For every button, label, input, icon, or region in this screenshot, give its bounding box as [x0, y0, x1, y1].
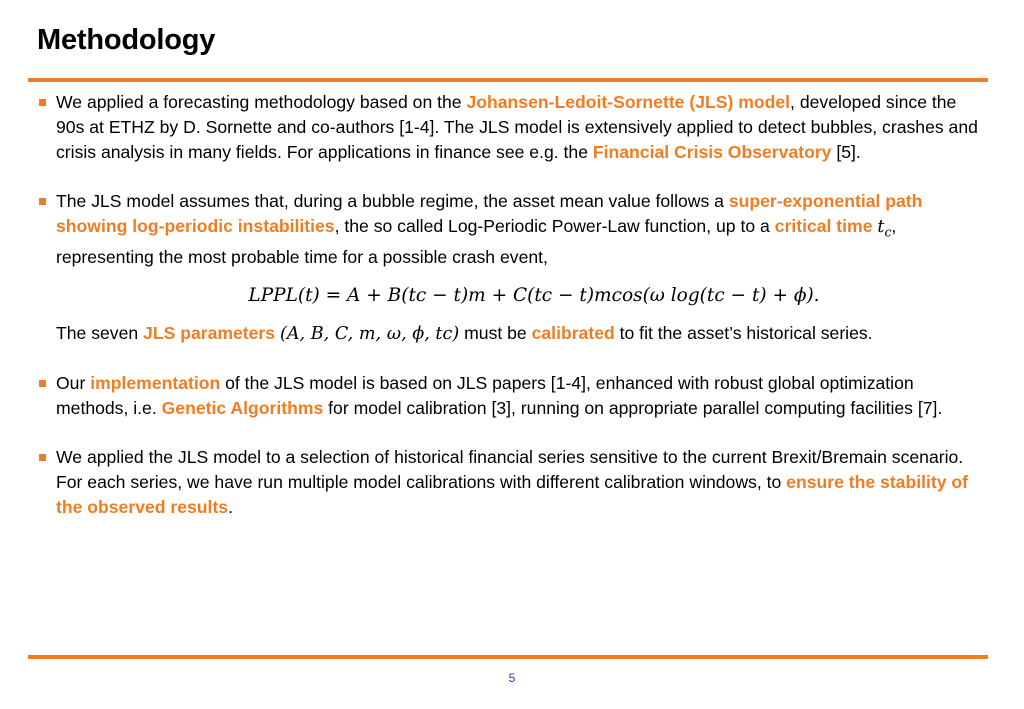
- highlight-critical-time: critical time: [774, 216, 873, 236]
- bullet-square-icon: [39, 454, 46, 461]
- parameters-paragraph: [39, 321, 989, 347]
- bullet-implementation: [39, 371, 989, 421]
- highlight-calibrated: calibrated: [531, 322, 615, 343]
- bullet-text: , representing the most probable time for a possible crash event,: [56, 216, 897, 267]
- highlight-stability: ensure the stability of the observed results: [56, 471, 969, 517]
- bullet-text: Our: [56, 372, 91, 393]
- slide-body: [39, 90, 989, 520]
- bullet-text: The seven: [56, 322, 144, 343]
- bullet-text: [5].: [831, 142, 861, 162]
- highlight-jls-model: Johansen-Ledoit-Sornette (JLS) model: [466, 92, 791, 112]
- bullet-text: must be: [459, 322, 532, 343]
- slide-title: Methodology: [37, 24, 216, 56]
- highlight-super-exponential-path: super-exponential path showing log-periodic instabilities: [56, 191, 923, 236]
- bullet-text: of the JLS model is based on JLS papers [1-4], enhanced with robust global optimization methods, i.e.: [56, 372, 914, 418]
- bullet-square-icon: [39, 99, 46, 106]
- bullet-jls-assumption: [39, 189, 989, 270]
- bullet-text: We applied the JLS model to a selection of historical financial series sensitive to the current Brexit/Bremain scenario. For each series, we have run multiple model calibrations with different calibration windows, to: [56, 446, 964, 492]
- top-divider: [28, 78, 988, 82]
- bullet-text: , developed since the 90s at ETHZ by D. Sornette and co-authors [1-4]. The JLS model is extensively applied to detect bubbles, crashes and crisis analysis in many fields. For applications in finance see e.g. the: [56, 92, 978, 162]
- lppl-equation-text: LPPL(t) = A + B(tc − t)m + C(tc − t)mcos(ω log(tc − t) + ϕ).: [248, 284, 820, 306]
- bullet-text: to fit the asset’s historical series.: [614, 322, 873, 343]
- bullet-text: We applied a forecasting methodology based on the: [56, 92, 467, 112]
- highlight-jls-parameters: JLS parameters: [143, 322, 276, 343]
- bullet-jls-methodology: [39, 90, 989, 165]
- highlight-genetic-algorithms: Genetic Algorithms: [161, 397, 324, 418]
- parameter-list: (A, B, C, m, ω, ϕ, tc): [279, 323, 460, 344]
- highlight-implementation: implementation: [90, 372, 221, 393]
- bullet-text: , the so called Log-Periodic Power-Law function, up to a: [334, 216, 775, 236]
- lppl-equation: [39, 283, 989, 308]
- bottom-divider: [28, 655, 988, 659]
- bullet-text: for model calibration [3], running on appropriate parallel computing facilities [7].: [323, 397, 943, 418]
- critical-time-symbol: $t_c$: [877, 217, 892, 240]
- bullet-square-icon: [39, 198, 46, 205]
- bullet-text: .: [228, 496, 233, 517]
- highlight-financial-crisis-observatory: Financial Crisis Observatory: [592, 142, 832, 162]
- bullet-square-icon: [39, 380, 46, 387]
- page-number: 5: [508, 671, 516, 685]
- bullet-brexit-application: [39, 445, 989, 520]
- bullet-text: The JLS model assumes that, during a bubble regime, the asset mean value follows a: [56, 191, 729, 211]
